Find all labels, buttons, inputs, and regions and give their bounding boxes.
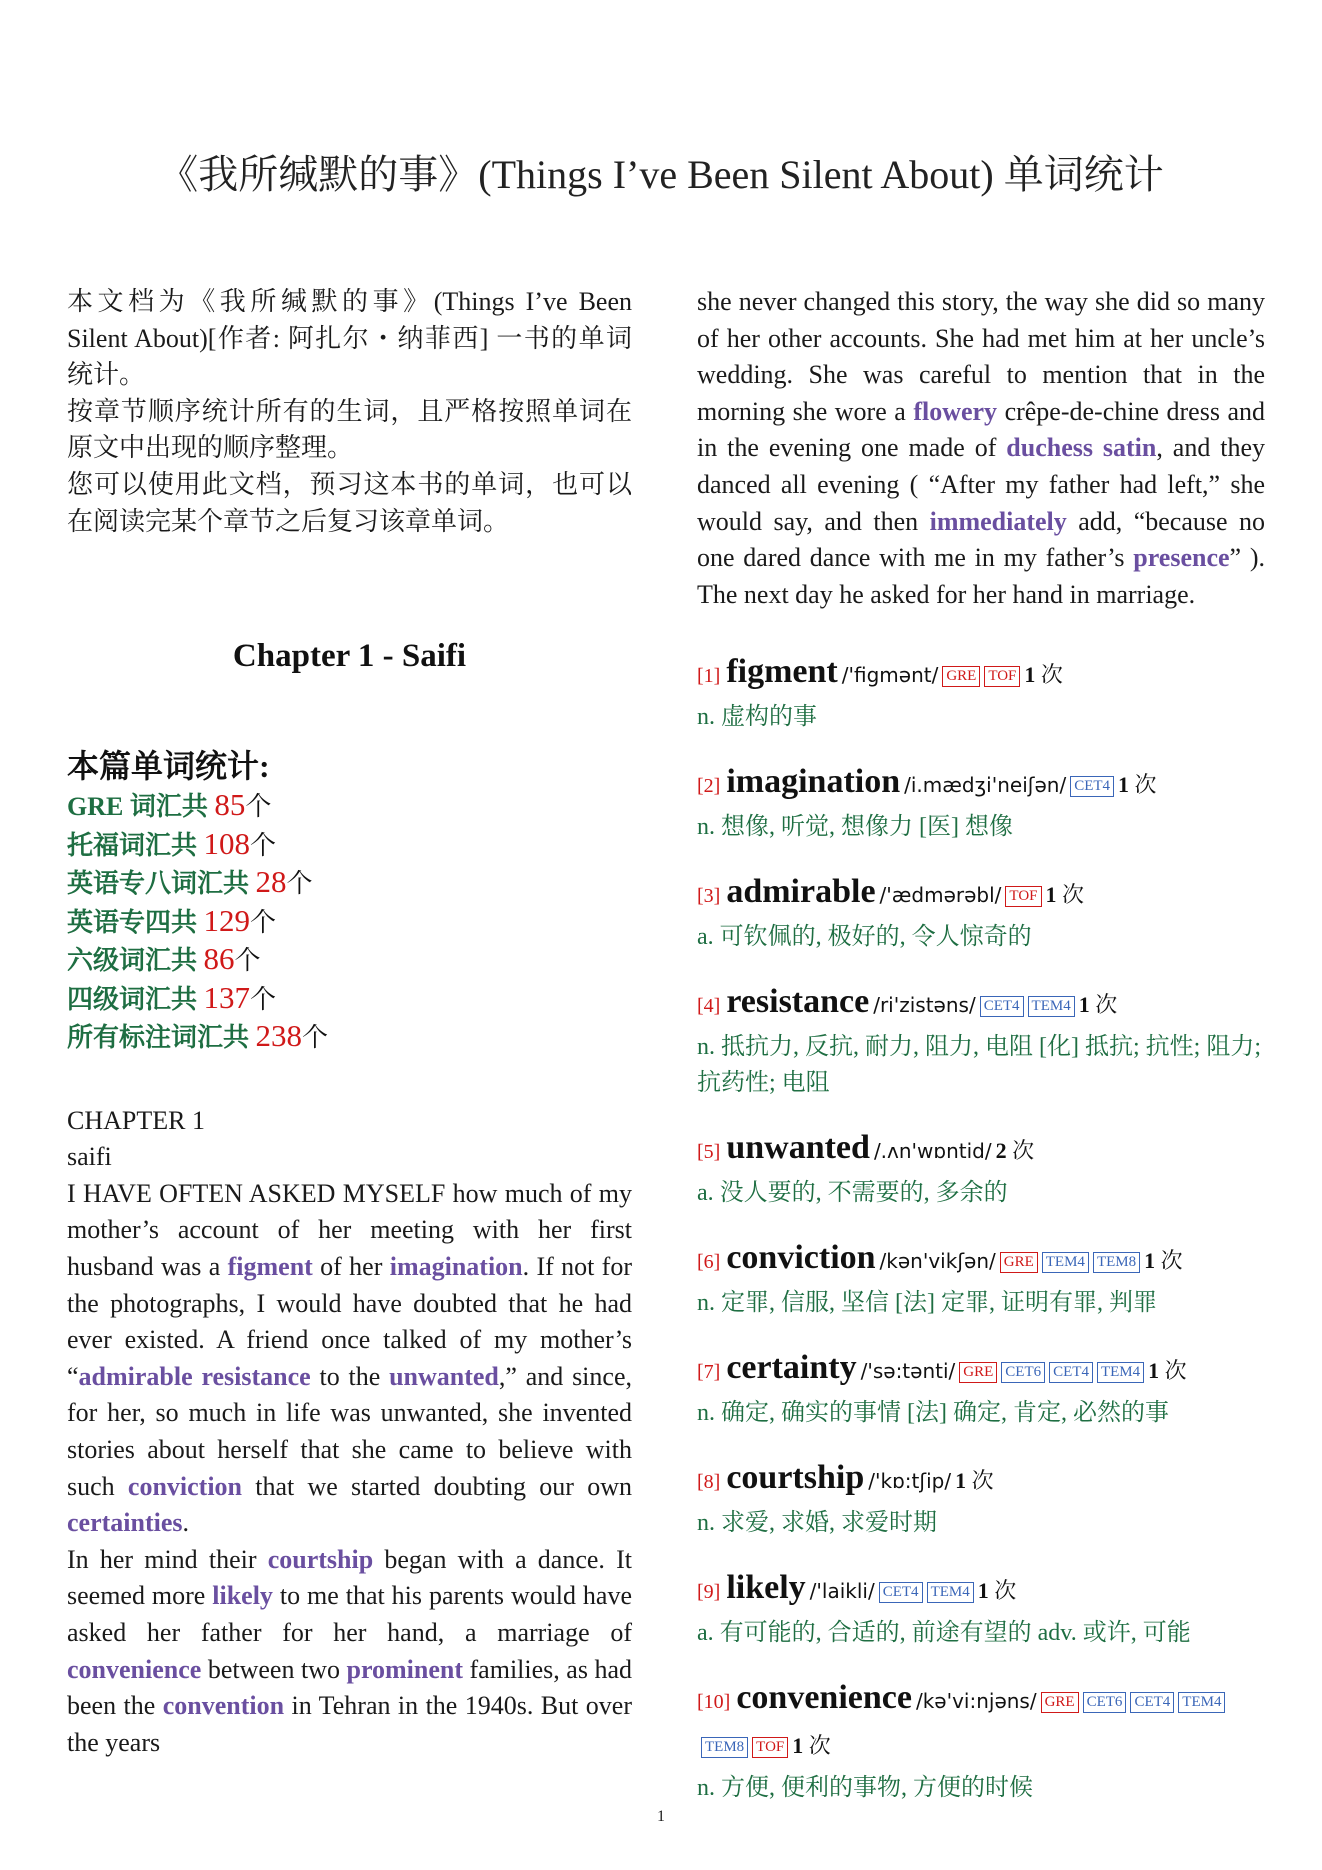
stats-unit: 个 [250,907,277,937]
entry-definition: n. 虚构的事 [697,704,817,731]
word-entry-header [697,1567,1265,1615]
body-text: . If not for the photographs, I would have doubted that he had ever existed. A friend once talked of my mother’s “ [67,1252,633,1391]
stats-line-cet6 [67,941,632,980]
word-entry [697,761,1265,845]
stats-title: 本篇单词统计: [67,748,270,785]
entry-frequency [955,1468,994,1493]
frequency-unit: 次 [1164,1358,1187,1384]
stats-count: 238 [255,1018,303,1054]
stats-list [67,787,632,1057]
exam-tag: TEM4 [1097,1362,1144,1383]
entry-phonetic: /kən'vikʃən/ [879,1249,996,1274]
frequency-unit: 次 [994,1578,1017,1604]
stats-count: 85 [214,787,246,823]
frequency-count: 2 [995,1138,1007,1164]
exam-tag: CET4 [1049,1362,1093,1383]
exam-tag: TEM4 [1178,1692,1225,1713]
chapter-subtitle: saifi [67,1142,112,1172]
word-entry-header [697,981,1265,1029]
highlight-word[interactable]: unwanted [389,1361,499,1391]
word-entry [697,1127,1265,1211]
entry-word[interactable]: conviction [726,1239,876,1277]
frequency-unit: 次 [1040,662,1063,688]
word-entry [697,1567,1265,1651]
entry-phonetic: /ri'zistəns/ [873,993,976,1018]
entry-phonetic: /'sə:tənti/ [860,1359,956,1384]
exam-tag: CET4 [1130,1692,1174,1713]
frequency-count: 1 [1148,1358,1160,1384]
stats-unit: 个 [250,984,277,1014]
entry-frequency [1118,772,1157,797]
entry-phonetic: /'figmənt/ [841,663,939,688]
highlight-word[interactable]: immediately [929,506,1067,536]
entry-word[interactable]: convenience [736,1679,912,1717]
word-entry-header [697,1677,1265,1770]
highlight-word[interactable]: duchess satin [1006,433,1157,463]
frequency-unit: 次 [1012,1138,1035,1164]
word-entry [697,1237,1265,1321]
entry-word[interactable]: unwanted [726,1129,870,1167]
entry-frequency [1024,662,1063,687]
body-text: . [182,1508,190,1538]
chapter-label: CHAPTER 1 [67,1105,205,1135]
stats-line-cet4 [67,980,632,1019]
highlight-word[interactable]: certainties [67,1508,183,1538]
body-text: In her mind their [67,1544,268,1574]
word-entry-header [697,1347,1265,1395]
frequency-count: 1 [1078,992,1090,1018]
stats-line-gre [67,787,632,826]
body-text: ,” and since, for her, so much in life was unwanted, she invented stories about herself that she came to believe with such [67,1361,632,1501]
stats-count: 108 [203,825,251,861]
exam-tag: TEM8 [1093,1252,1140,1273]
exam-tag: TEM8 [701,1737,748,1758]
entry-index: [4] [697,995,721,1018]
word-entry [697,981,1265,1101]
frequency-count: 1 [792,1733,804,1759]
stats-line-tem4 [67,903,632,942]
entry-definition: a. 有可能的, 合适的, 前途有望的 adv. 或许, 可能 [697,1620,1191,1647]
body-text: between two [201,1654,347,1684]
word-entry-header [697,871,1265,919]
stats-count: 28 [255,864,287,900]
body-text: to the [310,1361,390,1391]
exam-tag: GRE [1000,1252,1038,1273]
word-entry [697,651,1265,735]
entry-index: [2] [697,775,721,798]
entry-index: [5] [697,1141,721,1164]
highlight-word[interactable]: presence [1133,543,1230,573]
highlight-word[interactable]: conviction [127,1471,243,1501]
word-entry [697,871,1265,955]
stats-label: 所有标注词汇共 [67,1023,256,1053]
body-text: she never changed this story, the way she did so many of her other accounts. She had met him at her uncle’s wedding. She was careful to mention that in the morning she wore a [697,287,1265,426]
highlight-word[interactable]: flowery [913,396,998,426]
frequency-count: 1 [955,1468,967,1494]
stats-unit: 个 [286,869,313,899]
frequency-unit: 次 [808,1733,831,1759]
body-text: to me that his parents would have asked her father for her hand, a marriage of [67,1581,632,1647]
entry-definition: n. 抵抗力, 反抗, 耐力, 阻力, 电阻 [化] 抵抗; 抗性; 阻力; 抗药性; 电阻 [697,1034,1261,1097]
entry-definition: a. 没人要的, 不需要的, 多余的 [697,1180,1008,1207]
entry-word[interactable]: likely [726,1569,806,1607]
frequency-unit: 次 [1134,772,1157,798]
word-entry-header [697,1237,1265,1285]
word-entry-header [697,761,1265,809]
highlight-word[interactable]: likely [212,1581,273,1611]
word-entry [697,1347,1265,1431]
exam-tag: CET6 [1083,1692,1127,1713]
entry-index: [9] [697,1581,721,1604]
exam-tag: GRE [1041,1692,1079,1713]
frequency-unit: 次 [1160,1248,1183,1274]
entry-definition: n. 方便, 便利的事物, 方便的时候 [697,1775,1033,1802]
stats-unit: 个 [250,830,277,860]
exam-tag: TEM4 [1042,1252,1089,1273]
body-text: began with a dance. It seemed more [67,1544,632,1611]
frequency-unit: 次 [1095,992,1118,1018]
entry-phonetic: /kə'vi:njəns/ [915,1689,1037,1714]
frequency-count: 1 [1045,882,1057,908]
highlight-word[interactable]: imagination [389,1252,523,1282]
entry-index: [10] [697,1691,731,1714]
exam-tag: GRE [959,1362,997,1383]
stats-count: 86 [203,941,235,977]
stats-label: 四级词汇共 [67,984,204,1014]
entry-definition: n. 求爱, 求婚, 求爱时期 [697,1510,937,1537]
stats-count: 137 [203,979,251,1015]
right-column [697,284,1265,1806]
body-text: , and they danced all evening ( “After my father had left,” she would say, and then [697,433,1266,536]
entry-definition: a. 可钦佩的, 极好的, 令人惊奇的 [697,924,1032,951]
exam-tag: TOF [1005,886,1041,907]
entry-definition: n. 定罪, 信服, 坚信 [法] 定罪, 证明有罪, 判罪 [697,1290,1157,1317]
word-entry [697,1457,1265,1541]
exam-tag: TOF [984,666,1020,687]
stats-line-all [67,1018,632,1057]
intro-paragraph: 您可以使用此文档，预习这本书的单词，也可以在阅读完某个章节之后复习该章单词。 [67,469,632,536]
entry-word[interactable]: courtship [726,1459,865,1497]
body-text: that we started doubting our own [242,1471,632,1501]
stats-label: GRE 词汇共 [67,792,215,822]
entry-frequency [1046,882,1085,907]
body-text: add, “because no one dared dance with me in my father’s [697,506,1265,573]
body-paragraph-3 [697,284,1265,613]
entry-phonetic: /'laikli/ [809,1579,875,1604]
exam-tag: TEM4 [1028,996,1075,1017]
exam-tag: GRE [942,666,980,687]
highlight-word[interactable]: prominent [346,1654,464,1684]
body-text: of her [312,1252,390,1282]
highlight-word[interactable]: admirable resistance [78,1361,311,1391]
frequency-count: 1 [977,1578,989,1604]
exam-tag: CET4 [879,1582,923,1603]
entry-index: [8] [697,1471,721,1494]
frequency-count: 1 [1024,662,1036,688]
entry-definition: n. 确定, 确实的事情 [法] 确定, 肯定, 必然的事 [697,1400,1169,1427]
frequency-count: 1 [1118,772,1130,798]
entry-index: [3] [697,885,721,908]
stats-unit: 个 [234,946,261,976]
intro-paragraph: 本文档为《我所缄默的事》(Things I’ve Been Silent About)[作者: 阿扎尔・纳菲西] 一书的单词统计。 [67,287,632,390]
entry-phonetic: /.ʌn'wɒntid/ [873,1139,992,1164]
exam-tag: CET4 [1070,776,1114,797]
page-number: 1 [657,1808,665,1825]
stats-line-toefl [67,826,632,865]
stats-label: 六级词汇共 [67,946,204,976]
frequency-count: 1 [1144,1248,1156,1274]
entry-index: [1] [697,665,721,688]
entry-definition: n. 想像, 听觉, 想像力 [医] 想像 [697,814,1013,841]
stats-label: 英语专四共 [67,907,204,937]
entry-word[interactable]: figment [726,653,838,691]
word-entry-header [697,1457,1265,1505]
body-text: in Tehran in the 1940s. But over the years [67,1691,633,1757]
word-entry-header [697,651,1265,699]
body-text: crêpe-de-chine dress and in the evening one made of [697,396,1265,463]
body-text: ” ). The next day he asked for her hand in marriage. [697,543,1265,609]
stats-unit: 个 [302,1023,329,1053]
exam-tag: TOF [752,1737,788,1758]
entry-index: [6] [697,1251,721,1274]
word-entry [697,1677,1265,1806]
entry-frequency [978,1578,1017,1603]
frequency-unit: 次 [971,1468,994,1494]
entry-frequency [996,1138,1035,1163]
left-column [67,284,632,1761]
body-text: families, as had been the [67,1654,633,1721]
intro-section [67,284,632,540]
highlight-word[interactable]: figment [227,1252,313,1282]
chapter-heading: Chapter 1 - Saifi [232,638,467,675]
body-paragraph-1 [67,1176,632,1542]
word-entry-header [697,1127,1265,1175]
entry-frequency [792,1733,831,1758]
exam-tag: TEM4 [927,1582,974,1603]
entry-index: [7] [697,1361,721,1384]
exam-tag: CET6 [1001,1362,1045,1383]
entry-frequency [1079,992,1118,1017]
entry-word[interactable]: imagination [726,763,901,801]
entry-frequency [1148,1358,1187,1383]
intro-paragraph: 按章节顺序统计所有的生词，且严格按照单词在原文中出现的顺序整理。 [67,396,632,463]
stats-label: 英语专八词汇共 [67,869,256,899]
entry-phonetic: /'kɒ:tʃip/ [868,1469,952,1494]
page-title: 《我所缄默的事》(Things I’ve Been Silent About) 单词统计 [158,152,1164,197]
exam-tag: CET4 [980,996,1024,1017]
entry-word[interactable]: resistance [726,983,870,1021]
stats-line-tem8 [67,864,632,903]
frequency-unit: 次 [1062,882,1085,908]
entry-frequency [1144,1248,1183,1273]
body-paragraph-2 [67,1542,632,1762]
word-list [697,651,1265,1806]
stats-label: 托福词汇共 [67,830,204,860]
highlight-word[interactable]: convenience [67,1654,202,1684]
stats-unit: 个 [245,792,272,822]
entry-phonetic: /'ædmərəbl/ [879,883,1002,908]
entry-phonetic: /i.mædʒi'neiʃən/ [904,773,1067,798]
body-text: I HAVE OFTEN ASKED MYSELF how much of my mother’s account of her meeting with her first husband was a [67,1178,632,1282]
highlight-word[interactable]: convention [162,1691,285,1721]
entry-word[interactable]: certainty [726,1349,857,1387]
entry-word[interactable]: admirable [726,873,876,911]
stats-count: 129 [203,902,251,938]
highlight-word[interactable]: courtship [267,1544,374,1574]
